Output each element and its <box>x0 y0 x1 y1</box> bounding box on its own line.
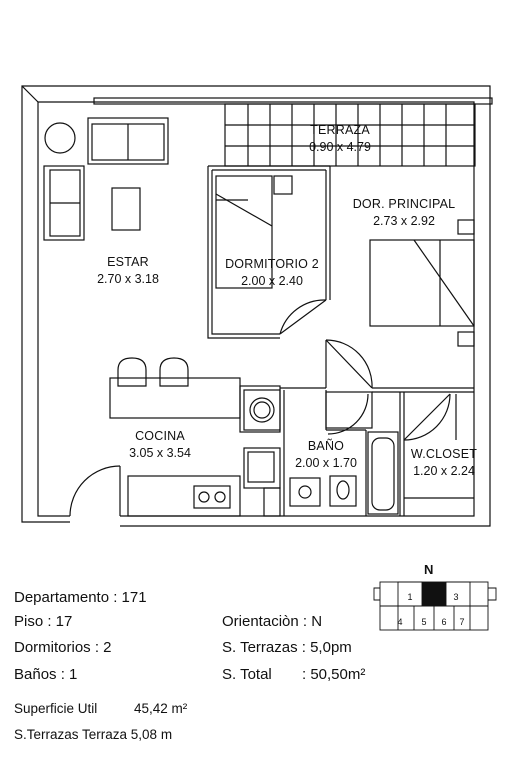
room-dormitorio-2 <box>212 256 332 290</box>
room-dimensions: 0.90 x 4.79 <box>309 140 371 154</box>
room-name: BAÑO <box>307 439 345 453</box>
room-dimensions: 2.00 x 2.40 <box>241 274 303 288</box>
room-dor-principal <box>340 196 468 230</box>
north-indicator: N <box>424 562 434 577</box>
room-name: DORMITORIO 2 <box>225 257 319 271</box>
bed-principal <box>370 220 474 346</box>
room-terraza <box>290 122 390 156</box>
highlighted-unit <box>422 582 446 606</box>
room-dimensions: 2.70 x 3.18 <box>97 272 159 286</box>
keyplan-unit-6: 6 <box>441 617 447 627</box>
room-name: TERRAZA <box>310 123 370 137</box>
keyplan-unit-4: 4 <box>397 617 403 627</box>
keyplan-unit-3: 3 <box>453 592 459 602</box>
room-bano <box>286 438 366 472</box>
room-estar <box>78 254 178 288</box>
piso-text: Piso : 17 <box>14 613 73 630</box>
banos-text: Baños : 1 <box>14 666 78 683</box>
dormitorios-text: Dormitorios : 2 <box>14 639 112 656</box>
room-name: COCINA <box>135 429 185 443</box>
room-name: W.CLOSET <box>410 447 478 461</box>
keyplan-unit-5: 5 <box>421 617 427 627</box>
superficie-util-label: Superficie Util <box>14 701 98 716</box>
living-furniture <box>44 118 168 240</box>
s-terrazas-text: S. Terrazas : 5,0pm <box>222 639 352 656</box>
s-total-label: S. Total <box>222 666 272 683</box>
orientacion-text: Orientaciòn : N <box>222 613 323 630</box>
departamento-text: Departamento : 171 <box>14 589 147 606</box>
keyplan-unit-1: 1 <box>407 592 413 602</box>
keyplan-unit-7: 7 <box>459 617 465 627</box>
room-w-closet <box>404 446 484 480</box>
superficie-util-value: 45,42 m² <box>134 701 188 716</box>
room-dimensions: 3.05 x 3.54 <box>129 446 191 460</box>
s-total-value: : 50,50m² <box>302 666 366 683</box>
room-cocina <box>110 428 210 462</box>
room-name: DOR. PRINCIPAL <box>352 197 456 211</box>
s-terrazas-terraza-text: S.Terrazas Terraza 5,08 m <box>14 727 173 742</box>
room-name: ESTAR <box>107 255 149 269</box>
room-dimensions: 2.73 x 2.92 <box>373 214 435 228</box>
room-dimensions: 2.00 x 1.70 <box>295 456 357 470</box>
room-dimensions: 1.20 x 2.24 <box>413 464 475 478</box>
doors <box>70 300 450 516</box>
